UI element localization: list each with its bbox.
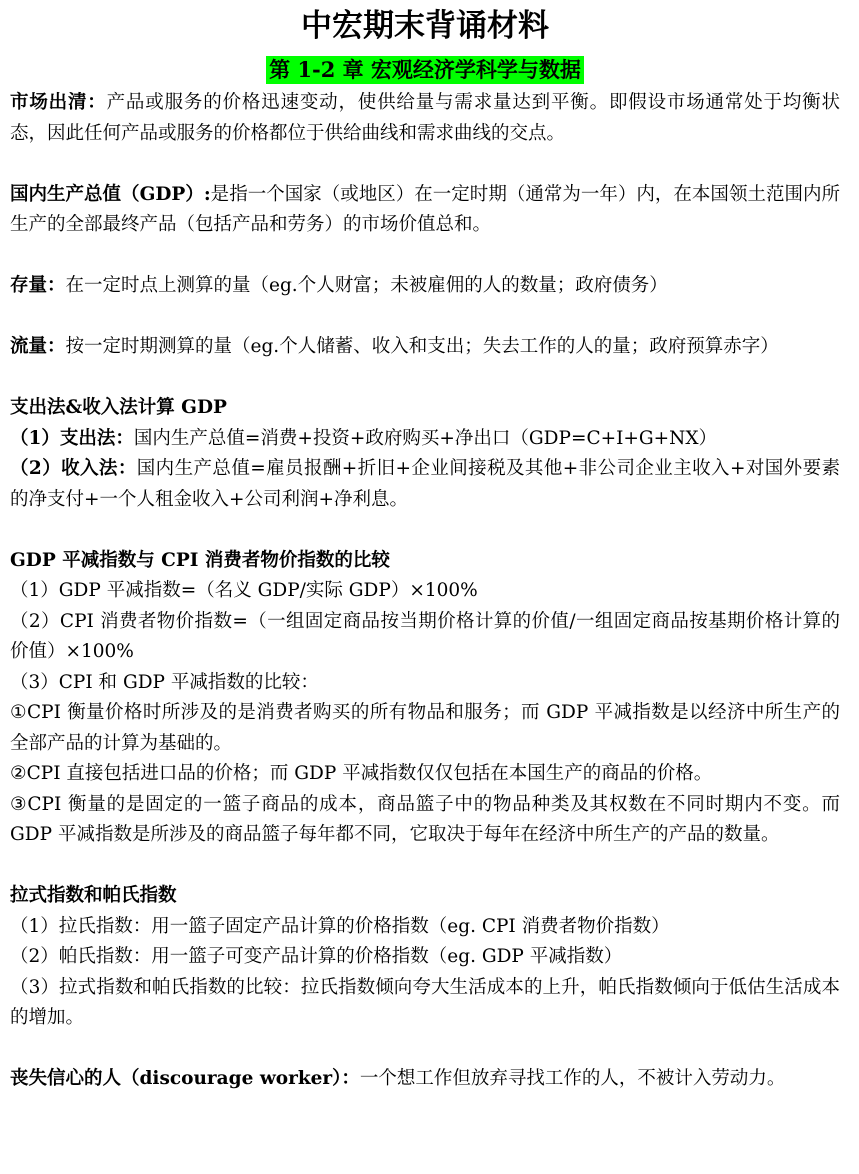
paasche-item-2: （2）帕氏指数：用一篮子可变产品计算的价格指数（eg. GDP 平减指数） <box>10 946 623 967</box>
income-method-paragraph <box>10 454 840 515</box>
spacer <box>10 851 840 882</box>
deflator-cpi-point-2: ②CPI 直接包括进口品的价格；而 GDP 平减指数仅仅包括在本国生产的商品的价格。 <box>10 763 713 784</box>
market-clearing-paragraph <box>10 88 840 149</box>
laspeyres-item-1: （1）拉氏指数：用一篮子固定产品计算的价格指数（eg. CPI 消费者物价指数） <box>10 915 670 937</box>
gdp-methods-heading-text: 支出法&收入法计算 GDP <box>10 397 227 418</box>
flow-paragraph <box>10 332 840 363</box>
discouraged-worker-text: 一个想工作但放弃寻找工作的人，不被计入劳动力。 <box>359 1068 786 1089</box>
income-method-text: 国内生产总值=雇员报酬+折旧+企业间接税及其他+非公司企业主收入+对国外要素的净支付+一个人租金收入+公司利润+净利息。 <box>10 458 841 510</box>
flow-term: 流量： <box>10 336 66 357</box>
flow-text: 按一定时期测算的量（eg.个人储蓄、收入和支出；失去工作的人的量；政府预算赤字） <box>65 336 779 357</box>
discouraged-worker-paragraph <box>10 1064 840 1095</box>
expenditure-method-term: （1）支出法： <box>10 427 134 449</box>
stock-term: 存量： <box>10 275 66 296</box>
spacer <box>10 1034 840 1065</box>
gdp-definition-paragraph <box>10 180 840 241</box>
chapter-heading: 第 1-2 章 宏观经济学科学与数据 <box>266 56 584 84</box>
market-clearing-text: 产品或服务的价格迅速变动，使供给量与需求量达到平衡。即假设市场通常处于均衡状态，因此任何产品或服务的价格都位于供给曲线和需求曲线的交点。 <box>10 92 840 144</box>
gdp-methods-heading <box>10 393 840 424</box>
laspeyres-paasche-heading <box>10 881 840 912</box>
gdp-definition-term: 国内生产总值（GDP）: <box>10 183 211 205</box>
market-clearing-term: 市场出清： <box>10 92 107 113</box>
expenditure-method-text: 国内生产总值=消费+投资+政府购买+净出口（GDP=C+I+G+NX） <box>133 427 718 449</box>
document-page <box>10 0 840 1095</box>
document-title: 中宏期末背诵材料 <box>301 8 549 44</box>
expenditure-method-paragraph <box>10 424 840 455</box>
deflator-cpi-item-1: （1）GDP 平减指数=（名义 GDP/实际 GDP）×100% <box>10 580 478 601</box>
income-method-term: （2）收入法： <box>10 458 137 479</box>
spacer <box>10 241 840 272</box>
discouraged-worker-term: 丧失信心的人（discourage worker）： <box>10 1068 360 1089</box>
deflator-cpi-point-3: ③CPI 衡量的是固定的一篮子商品的成本，商品篮子中的物品种类及其权数在不同时期内不变。而 GDP 平减指数是所涉及的商品篮子每年都不同，它取决于每年在经济中所生产的产品的数量。 <box>10 793 840 845</box>
stock-text: 在一定时点上测算的量（eg.个人财富；未被雇佣的人的数量；政府债务） <box>65 275 668 296</box>
spacer <box>10 515 840 546</box>
deflator-cpi-heading-text: GDP 平减指数与 CPI 消费者物价指数的比较 <box>10 549 390 571</box>
stock-paragraph <box>10 271 840 302</box>
chapter-heading-wrap <box>10 54 840 88</box>
gdp-definition-text: 是指一个国家（或地区）在一定时期（通常为一年）内，在本国领土范围内所生产的全部最终产品（包括产品和劳务）的市场价值总和。 <box>10 183 840 235</box>
deflator-cpi-heading <box>10 546 840 577</box>
spacer <box>10 302 840 333</box>
spacer <box>10 149 840 180</box>
deflator-cpi-item-2: （2）CPI 消费者物价指数=（一组固定商品按当期价格计算的价值/一组固定商品按基期价格计算的价值）×100% <box>10 610 840 662</box>
comparison-item-3: （3）拉式指数和帕氏指数的比较：拉氏指数倾向夸大生活成本的上升，帕氏指数倾向于低估生活成本的增加。 <box>10 976 840 1028</box>
deflator-cpi-item-3: （3）CPI 和 GDP 平减指数的比较： <box>10 671 319 693</box>
spacer <box>10 363 840 394</box>
deflator-cpi-point-1: ①CPI 衡量价格时所涉及的是消费者购买的所有物品和服务；而 GDP 平减指数是以经济中所生产的全部产品的计算为基础的。 <box>10 702 840 754</box>
laspeyres-paasche-heading-text: 拉式指数和帕氏指数 <box>10 885 177 906</box>
